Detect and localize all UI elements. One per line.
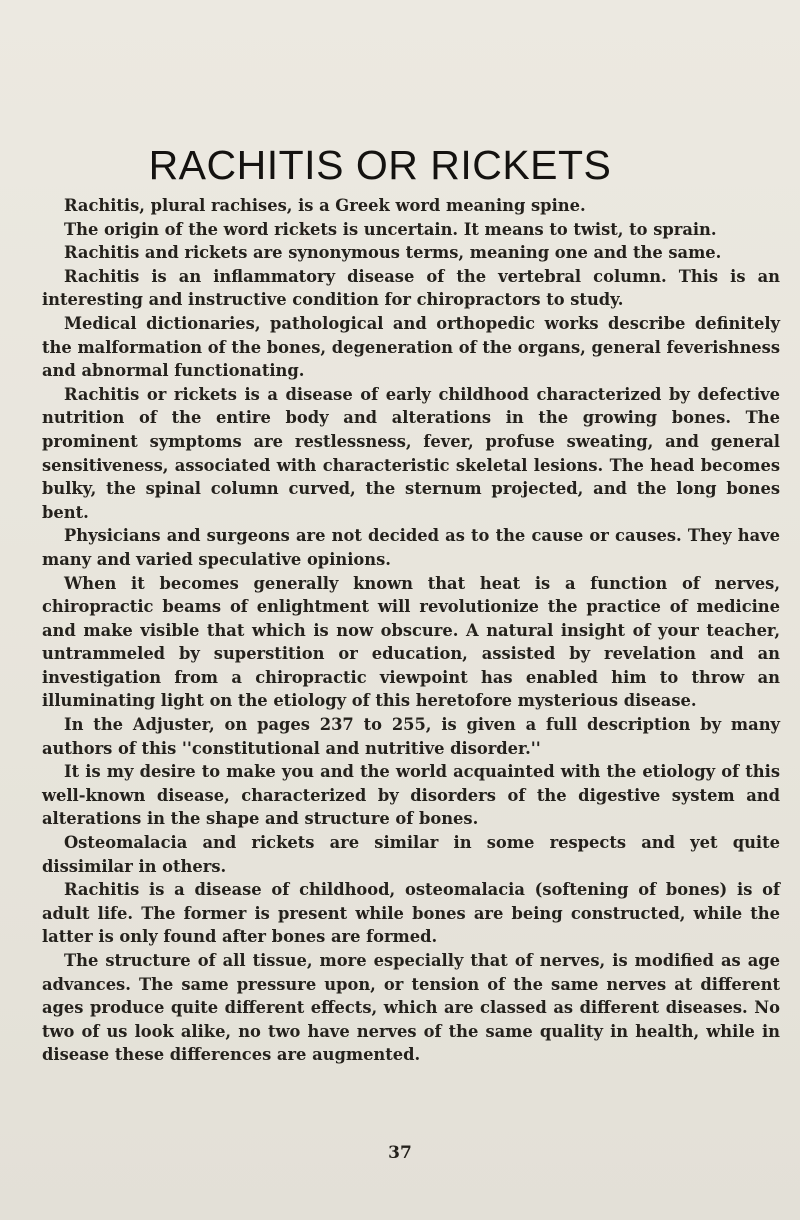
paragraph: Rachitis and rickets are synonymous terms, meaning one and the same.: [64, 243, 722, 263]
paragraph: When it becomes generally known that heat is a function of nerves, chiropractic beams of enlightment will revolutionize the practice of medicine and make visible that which is now obscure. A natural insight of your teacher, untrammeled by superstition or education, assisted by revelation and an investigation from a chiropractic viewpoint has enabled him to throw an illuminating light on the etiology of this heretofore mysterious disease.: [42, 573, 780, 711]
paragraph: Rachitis, plural rachises, is a Greek word meaning spine.: [64, 196, 586, 215]
paragraph: Medical dictionaries, pathological and orthopedic works describe definitely the malformation of the bones, degeneration of the organs, general feverishness and abnormal functionating.: [42, 313, 780, 381]
page-number: 37: [388, 1143, 412, 1163]
paragraph: Rachitis or rickets is a disease of early childhood characterized by defective nutrition of the entire body and alterations in the growing bones. The prominent symptoms are restlessness, fever, profuse sweating, and general sensitiveness, associated with characteristic skeletal lesions. The head becomes bulky, the spinal column curved, the sternum projected, and the long bones bent.: [42, 384, 780, 522]
page-title: RACHITIS OR RICKETS: [148, 142, 612, 188]
paragraph: Rachitis is an inflammatory disease of the vertebral column. This is an interesting and instructive condition for chiropractors to study.: [42, 266, 780, 310]
paragraph: In the Adjuster, on pages 237 to 255, is given a full description by many authors of this ''constitutional and nutritive disorder.'': [42, 715, 780, 758]
paragraph: The origin of the word rickets is uncertain. It means to twist, to sprain.: [64, 219, 717, 239]
paragraph: Rachitis is a disease of childhood, osteomalacia (softening of bones) is of adult life. The former is present while bones are being constructed, while the latter is only found after bones are formed.: [42, 880, 780, 947]
paragraph: The structure of all tissue, more especially that of nerves, is modified as age advances. The same pressure upon, or tension of the same nerves at different ages produce quite different effects, which are classed as different diseases. No two of us look alike, no two have nerves of the same quality in health, while in disease these differences are augmented.: [42, 951, 780, 1065]
paragraph: Osteomalacia and rickets are similar in some respects and yet quite dissimilar in others.: [42, 833, 780, 876]
body-text: [42, 194, 780, 1067]
paragraph: It is my desire to make you and the world acquainted with the etiology of this well-known disease, characterized by disorders of the digestive system and alterations in the shape and structure of bones.: [42, 762, 780, 829]
paragraph: Physicians and surgeons are not decided as to the cause or causes. They have many and varied speculative opinions.: [42, 526, 780, 569]
